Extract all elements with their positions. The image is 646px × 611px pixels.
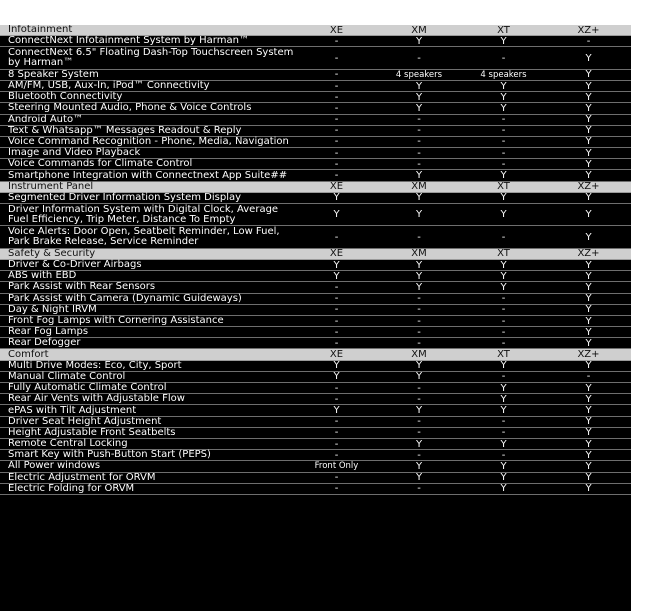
feature-value: Y bbox=[500, 170, 507, 182]
feature-value: - bbox=[334, 69, 339, 81]
column-header: XZ+ bbox=[577, 248, 600, 260]
feature-value: Y bbox=[415, 102, 423, 114]
table-row bbox=[0, 405, 631, 416]
feature-value: Y bbox=[585, 91, 592, 103]
feature-label: Image and Video Playback bbox=[8, 147, 141, 159]
feature-value: - bbox=[417, 449, 421, 461]
feature-value: 4 speakers bbox=[480, 69, 527, 80]
feature-label: Rear Defogger bbox=[8, 337, 81, 349]
feature-value: - bbox=[501, 337, 506, 349]
feature-value: - bbox=[334, 326, 339, 338]
feature-value: - bbox=[334, 382, 339, 394]
feature-label: Bluetooth Connectivity bbox=[8, 91, 123, 103]
feature-value: - bbox=[334, 170, 339, 182]
feature-value: - bbox=[417, 293, 421, 305]
feature-value: Y bbox=[415, 91, 423, 103]
feature-value: Y bbox=[415, 460, 423, 472]
table-row bbox=[0, 461, 631, 472]
column-header: XM bbox=[411, 248, 427, 260]
column-header: XT bbox=[497, 248, 510, 260]
feature-value: - bbox=[334, 231, 339, 243]
table-row bbox=[0, 36, 631, 47]
table-row bbox=[0, 193, 631, 204]
feature-label: Manual Climate Control bbox=[8, 370, 126, 382]
column-header: XZ+ bbox=[577, 25, 600, 36]
feature-value: - bbox=[334, 114, 339, 126]
feature-value: Y bbox=[500, 259, 507, 271]
feature-value: Y bbox=[585, 209, 592, 221]
feature-value: - bbox=[417, 158, 421, 170]
feature-value: Y bbox=[585, 125, 592, 137]
feature-label: Smartphone Integration with Connectnext App Suite## bbox=[8, 169, 288, 181]
table-row bbox=[0, 204, 631, 226]
feature-value: - bbox=[417, 315, 421, 327]
feature-label: Voice Alerts: Door Open, Seatbelt Reminder, Low Fuel, Park Brake Release, Service Reminder bbox=[8, 226, 280, 248]
feature-value: - bbox=[501, 136, 506, 148]
feature-value: - bbox=[334, 315, 339, 327]
feature-value: Y bbox=[500, 438, 507, 450]
feature-value: Y bbox=[333, 209, 340, 221]
feature-value: Y bbox=[415, 270, 423, 282]
feature-value: Y bbox=[585, 147, 592, 159]
table-row bbox=[0, 260, 631, 271]
feature-value: - bbox=[417, 114, 421, 126]
feature-label: Steering Mounted Audio, Phone & Voice Controls bbox=[8, 102, 252, 114]
table-row bbox=[0, 226, 631, 248]
feature-value: - bbox=[501, 147, 506, 159]
feature-value: Y bbox=[415, 438, 423, 450]
column-header: XT bbox=[497, 25, 510, 36]
feature-value: Y bbox=[585, 114, 592, 126]
column-header: XE bbox=[329, 349, 344, 361]
feature-value: 4 speakers bbox=[395, 69, 443, 80]
feature-value: - bbox=[501, 449, 506, 461]
feature-value: - bbox=[334, 337, 339, 349]
table-row bbox=[0, 103, 631, 114]
column-header: XM bbox=[411, 25, 427, 36]
feature-value: Y bbox=[500, 483, 507, 495]
feature-value: Y bbox=[585, 259, 592, 271]
feature-label: ConnectNext Infotainment System by Harman™ bbox=[8, 35, 249, 47]
feature-value: - bbox=[417, 483, 421, 495]
feature-value: Y bbox=[500, 360, 507, 372]
feature-label: ePAS with Tilt Adjustment bbox=[8, 404, 137, 416]
table-row bbox=[0, 484, 631, 495]
feature-value: Y bbox=[585, 427, 592, 439]
feature-value: - bbox=[334, 472, 339, 484]
feature-value: - bbox=[334, 80, 339, 92]
feature-label: Fully Automatic Climate Control bbox=[8, 382, 167, 394]
feature-label: ConnectNext 6.5" Floating Dash-Top Touchscreen System by Harman™ bbox=[8, 47, 294, 69]
feature-value: - bbox=[417, 147, 421, 159]
feature-value: Y bbox=[585, 80, 592, 92]
feature-value: - bbox=[501, 293, 506, 305]
feature-value: - bbox=[501, 416, 506, 428]
feature-value: Y bbox=[500, 393, 507, 405]
feature-value: Y bbox=[585, 438, 592, 450]
feature-value: Y bbox=[333, 192, 340, 204]
feature-label: AM/FM, USB, Aux-In, iPod™ Connectivity bbox=[8, 80, 210, 92]
feature-value: - bbox=[334, 304, 339, 316]
feature-label: 8 Speaker System bbox=[8, 68, 99, 80]
feature-label: Park Assist with Camera (Dynamic Guideways) bbox=[8, 292, 242, 304]
column-header: XZ+ bbox=[577, 349, 600, 361]
feature-value: - bbox=[334, 449, 339, 461]
feature-value: Y bbox=[500, 91, 507, 103]
feature-label: Electric Adjustment for ORVM bbox=[8, 471, 156, 483]
feature-value: - bbox=[334, 102, 339, 114]
feature-value: Y bbox=[585, 102, 592, 114]
feature-value: Y bbox=[415, 472, 423, 484]
feature-label: Voice Commands for Climate Control bbox=[8, 158, 193, 170]
feature-value: - bbox=[501, 158, 506, 170]
feature-value: Y bbox=[500, 209, 507, 221]
feature-value: - bbox=[334, 158, 339, 170]
feature-value: Y bbox=[585, 416, 592, 428]
feature-value: - bbox=[417, 304, 421, 316]
table-row bbox=[0, 394, 631, 405]
feature-value: Y bbox=[585, 449, 592, 461]
feature-label: All Power windows bbox=[8, 460, 101, 472]
table-row bbox=[0, 316, 631, 327]
feature-value: - bbox=[501, 315, 506, 327]
feature-value: Y bbox=[585, 52, 592, 64]
column-header: XT bbox=[497, 349, 510, 361]
feature-value: Y bbox=[500, 102, 507, 114]
feature-label: Driver Seat Height Adjustment bbox=[8, 415, 162, 427]
column-header: XM bbox=[411, 181, 427, 193]
section-title: Comfort bbox=[8, 348, 49, 360]
feature-value: Y bbox=[585, 158, 592, 170]
feature-value: Y bbox=[585, 136, 592, 148]
column-header: XE bbox=[329, 181, 344, 193]
table-row bbox=[0, 47, 631, 69]
table-row bbox=[0, 170, 631, 181]
feature-value: Y bbox=[585, 393, 592, 405]
feature-label: Android Auto™ bbox=[8, 113, 84, 125]
feature-value: Y bbox=[585, 192, 592, 204]
feature-value: Y bbox=[415, 281, 423, 293]
feature-label: Rear Air Vents with Adjustable Flow bbox=[8, 393, 185, 405]
feature-value: Y bbox=[585, 304, 592, 316]
feature-value: Y bbox=[415, 209, 423, 221]
feature-value: Y bbox=[500, 270, 507, 282]
feature-value: - bbox=[334, 438, 339, 450]
feature-label: Voice Command Recognition - Phone, Media, Navigation bbox=[8, 135, 289, 147]
feature-value: - bbox=[417, 416, 421, 428]
feature-value: Y bbox=[585, 337, 592, 349]
feature-label: Smart Key with Push-Button Start (PEPS) bbox=[8, 449, 211, 461]
feature-value: Y bbox=[415, 35, 423, 47]
column-header: XT bbox=[497, 181, 510, 193]
feature-value: - bbox=[334, 483, 339, 495]
feature-value: Y bbox=[333, 371, 340, 383]
feature-value: - bbox=[501, 114, 506, 126]
feature-value: - bbox=[334, 147, 339, 159]
feature-value: Y bbox=[333, 270, 340, 282]
feature-value: - bbox=[501, 371, 506, 383]
feature-value: - bbox=[334, 136, 339, 148]
feature-value: Y bbox=[333, 405, 340, 417]
section-title: Infotainment bbox=[8, 25, 73, 36]
feature-value: Y bbox=[415, 192, 423, 204]
feature-value: - bbox=[334, 91, 339, 103]
feature-value: Y bbox=[500, 405, 507, 417]
feature-value: Y bbox=[500, 281, 507, 293]
feature-value: - bbox=[501, 304, 506, 316]
feature-value: Y bbox=[585, 315, 592, 327]
feature-value: - bbox=[501, 231, 506, 243]
section-header-comfort bbox=[0, 349, 631, 360]
feature-label: Driver & Co-Driver Airbags bbox=[8, 259, 142, 271]
feature-value: Y bbox=[585, 382, 592, 394]
feature-label: Park Assist with Rear Sensors bbox=[8, 281, 156, 293]
feature-value: Y bbox=[585, 170, 592, 182]
feature-value: Y bbox=[500, 35, 507, 47]
feature-value: Y bbox=[415, 360, 423, 372]
section-title: Safety & Security bbox=[8, 247, 96, 259]
feature-value: Y bbox=[585, 293, 592, 305]
feature-value: Y bbox=[500, 192, 507, 204]
feature-value: Y bbox=[500, 80, 507, 92]
feature-label: Multi Drive Modes: Eco, City, Sport bbox=[8, 359, 182, 371]
feature-value: - bbox=[417, 136, 421, 148]
feature-value: Y bbox=[500, 472, 507, 484]
feature-value: - bbox=[417, 337, 421, 349]
feature-value: - bbox=[501, 125, 506, 137]
column-header: XZ+ bbox=[577, 181, 600, 193]
feature-label: Remote Central Locking bbox=[8, 438, 128, 450]
table-row bbox=[0, 338, 631, 349]
feature-value: - bbox=[334, 35, 339, 47]
column-header: XE bbox=[329, 25, 344, 36]
column-header: XE bbox=[329, 248, 344, 260]
feature-value: - bbox=[334, 416, 339, 428]
feature-value: Y bbox=[585, 483, 592, 495]
feature-value: Y bbox=[415, 405, 423, 417]
section-title: Instrument Panel bbox=[8, 180, 94, 192]
feature-value: - bbox=[334, 281, 339, 293]
feature-value: Y bbox=[415, 259, 423, 271]
feature-value: Y bbox=[500, 382, 507, 394]
feature-label: Front Fog Lamps with Cornering Assistance bbox=[8, 315, 224, 327]
feature-value: - bbox=[417, 393, 421, 405]
feature-value: Y bbox=[585, 460, 592, 472]
feature-label: Segmented Driver Information System Display bbox=[8, 191, 242, 203]
feature-value: - bbox=[417, 125, 421, 137]
feature-label: Electric Folding for ORVM bbox=[8, 482, 135, 494]
feature-value: Y bbox=[415, 80, 423, 92]
feature-label: Text & Whatsapp™ Messages Readout & Reply bbox=[8, 124, 242, 136]
feature-value: - bbox=[586, 371, 591, 383]
table-row bbox=[0, 159, 631, 170]
feature-value: - bbox=[417, 382, 421, 394]
feature-label: Height Adjustable Front Seatbelts bbox=[8, 426, 176, 438]
feature-value: Y bbox=[585, 360, 592, 372]
feature-value: Y bbox=[500, 460, 507, 472]
feature-value: Y bbox=[333, 360, 340, 372]
feature-value: - bbox=[501, 326, 506, 338]
feature-value: Y bbox=[415, 170, 423, 182]
feature-value: - bbox=[334, 393, 339, 405]
table-row bbox=[0, 282, 631, 293]
feature-value: - bbox=[334, 125, 339, 137]
table-row bbox=[0, 327, 631, 338]
feature-value: - bbox=[417, 231, 421, 243]
column-header: XM bbox=[411, 349, 427, 361]
feature-value: Y bbox=[585, 472, 592, 484]
feature-value: - bbox=[417, 52, 421, 64]
feature-label: ABS with EBD bbox=[8, 270, 77, 282]
feature-value: - bbox=[586, 35, 591, 47]
feature-label: Day & Night IRVM bbox=[8, 303, 97, 315]
feature-label: Driver Information System with Digital Clock, Average Fuel Efficiency, Trip Meter, Distance To Empty bbox=[8, 203, 279, 225]
feature-value: Y bbox=[585, 69, 592, 81]
feature-value: Y bbox=[585, 270, 592, 282]
feature-value: Y bbox=[585, 405, 592, 417]
feature-value: - bbox=[334, 427, 339, 439]
feature-value: Y bbox=[333, 259, 340, 271]
feature-value: - bbox=[417, 326, 421, 338]
feature-value: - bbox=[334, 293, 339, 305]
feature-value: Y bbox=[585, 231, 592, 243]
feature-value: Y bbox=[585, 326, 592, 338]
feature-value: - bbox=[417, 427, 421, 439]
feature-value: Y bbox=[415, 371, 423, 383]
feature-value: - bbox=[501, 427, 506, 439]
feature-value: Y bbox=[585, 281, 592, 293]
feature-value: - bbox=[334, 52, 339, 64]
feature-label: Rear Fog Lamps bbox=[8, 326, 89, 338]
feature-value: Front Only bbox=[314, 461, 359, 472]
feature-value: - bbox=[501, 52, 506, 64]
spec-table bbox=[0, 25, 631, 611]
